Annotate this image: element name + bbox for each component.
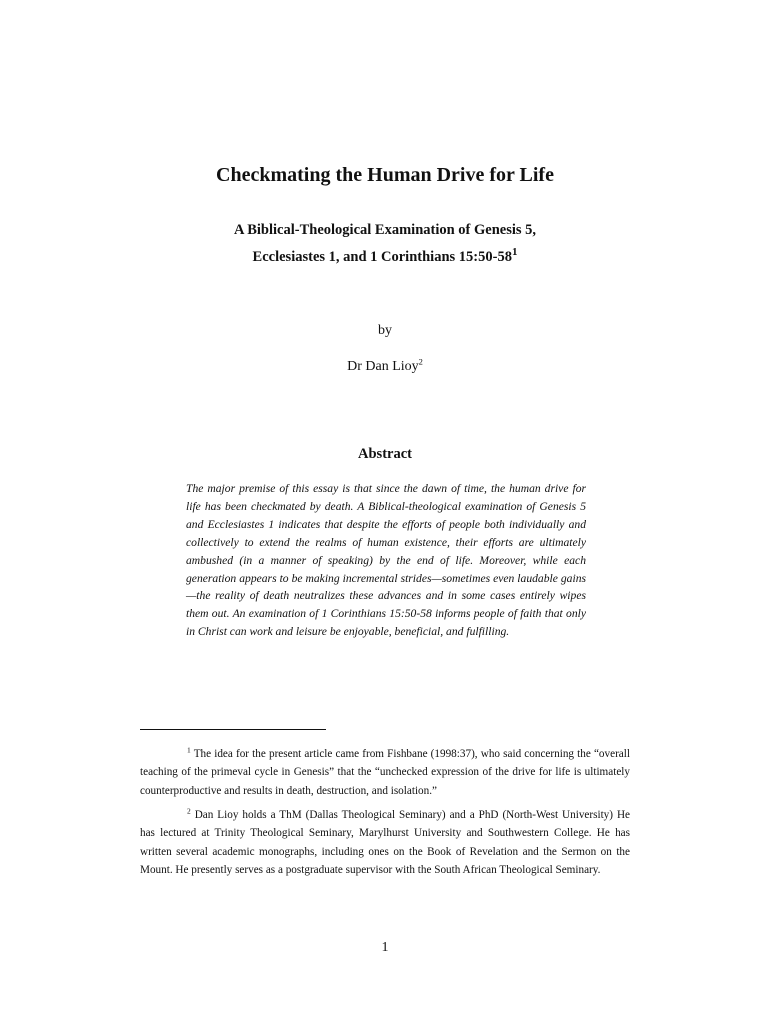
- footnote-2-marker: 2: [187, 806, 191, 816]
- footnote-1-text: The idea for the present article came from Fishbane (1998:37), who said concerning the “overall teaching of the primeval cycle in Genesis” that the “unchecked expression of the drive for life is ultimately counterproductive and results in death, destruction, and isolation.”: [140, 748, 630, 797]
- paper-subtitle-line-2-text: Ecclesiastes 1, and 1 Corinthians 15:50-58: [252, 249, 512, 265]
- byline-by: by: [378, 323, 392, 338]
- author-footnote-marker[interactable]: 2: [418, 356, 423, 367]
- footnote-divider: [140, 729, 326, 730]
- subtitle-footnote-marker[interactable]: 1: [511, 246, 518, 259]
- abstract-heading: Abstract: [358, 446, 412, 462]
- paper-subtitle-line-2: [0, 246, 770, 266]
- page-number: 1: [381, 940, 389, 955]
- footnote-1-marker: 1: [187, 745, 191, 755]
- author-line: [0, 356, 770, 375]
- abstract-text: The major premise of this essay is that since the dawn of time, the human drive for life has been checkmated by death. A Biblical-theological examination of Genesis 5 and Ecclesiastes 1 indicates that despite the efforts of people both individually and collectively to extend the realms of human existence, their efforts are ultimately ambushed (in a manner of speaking) by the end of life. Moreover, while each generation appears to be making incremental strides—sometimes even laudable gains—the reality of death neutralizes these advances and in some cases entirely wipes them out. An examination of 1 Corinthians 15:50-58 informs people of faith that only in Christ can work and leisure be enjoyable, beneficial, and fulfilling.: [186, 482, 586, 639]
- footnote-1: [140, 745, 630, 800]
- paper-title: Checkmating the Human Drive for Life: [216, 164, 554, 186]
- author-name: Dr Dan Lioy: [347, 359, 419, 374]
- paper-subtitle-line-1: A Biblical-Theological Examination of Genesis 5,: [233, 222, 537, 238]
- footnote-2-text: Dan Lioy holds a ThM (Dallas Theological Seminary) and a PhD (North-West University) He has lectured at Trinity Theological Seminary, Marylhurst University and Southwestern College. He has written several academic monographs, including ones on the Book of Revelation and the Sermon on the Mount. He presently serves as a postgraduate supervisor with the South African Theological Seminary.: [140, 809, 630, 877]
- footnote-2: [140, 806, 630, 880]
